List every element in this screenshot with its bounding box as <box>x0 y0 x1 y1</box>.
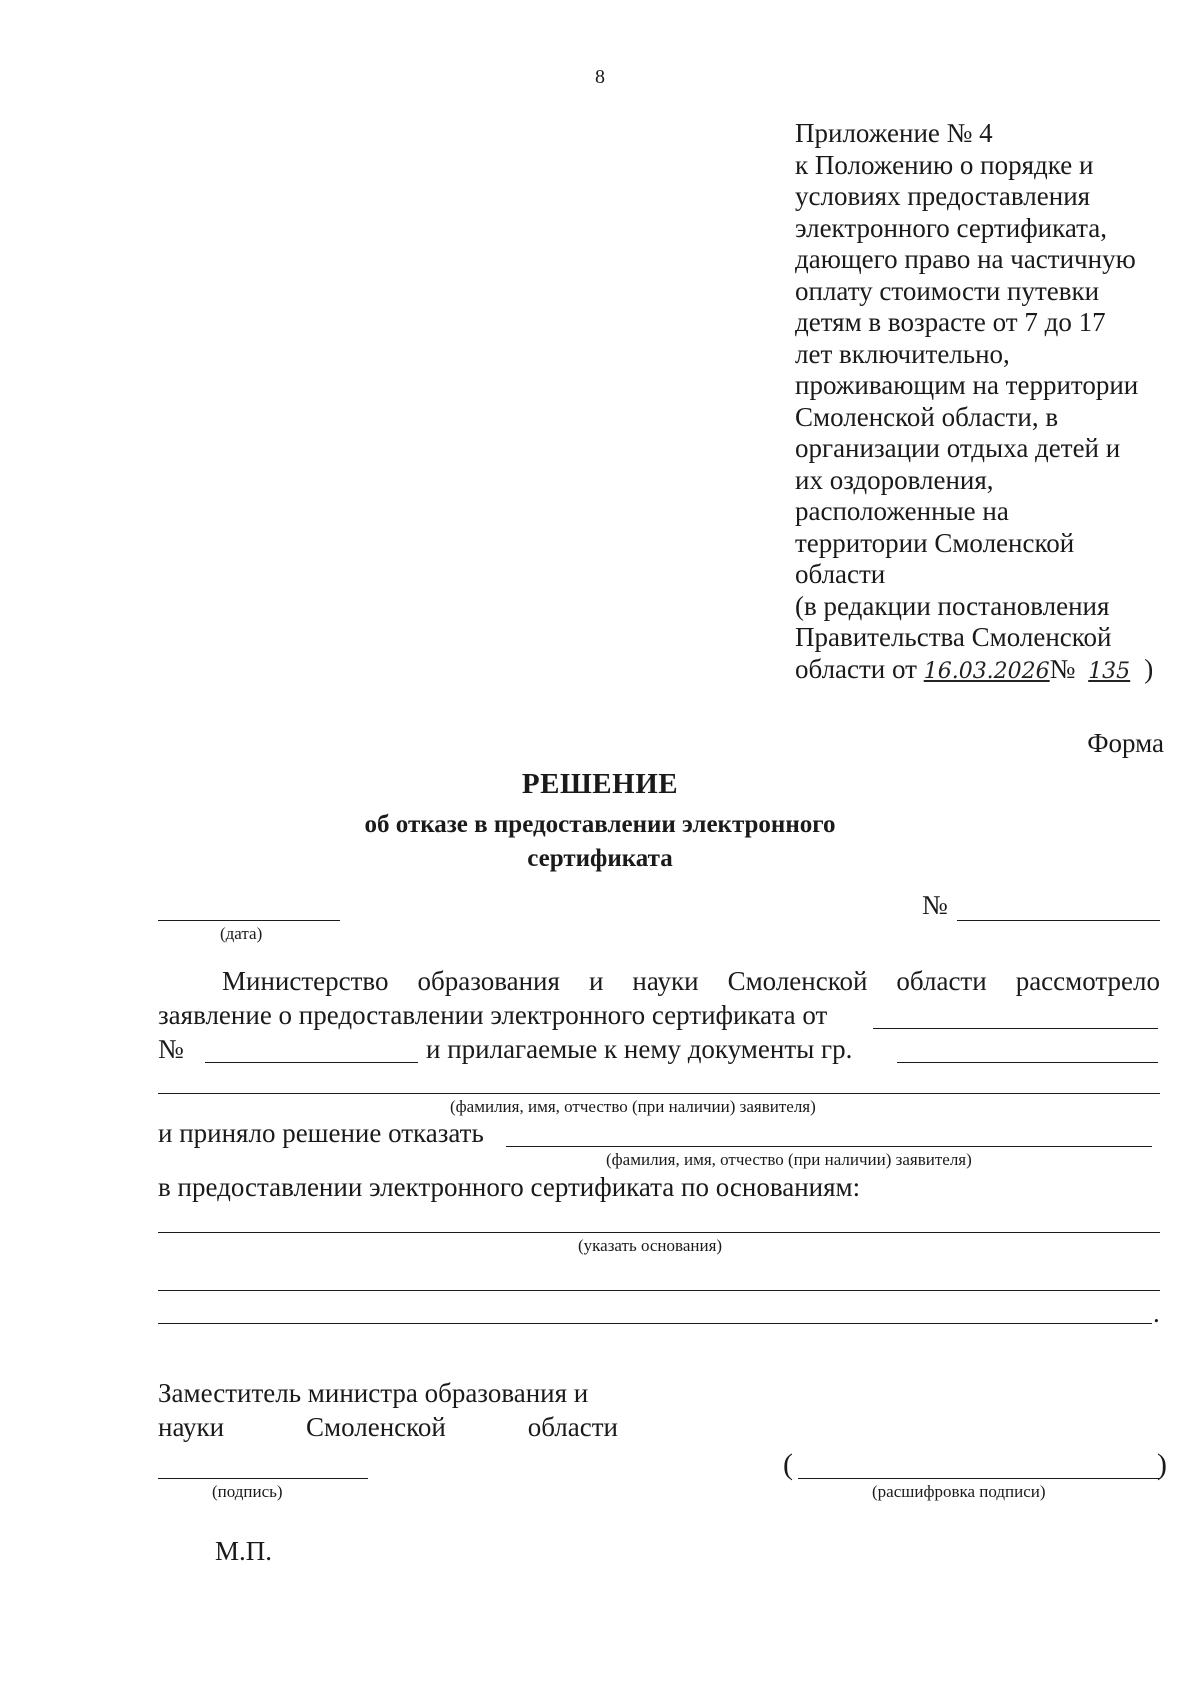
appendix-line: дающего право на частичную <box>795 244 1136 274</box>
paragraph-line2: заявление о предоставлении электронного сертификата от <box>158 1000 828 1030</box>
appendix-line: электронного сертификата, <box>795 212 1107 243</box>
end-period: . <box>1153 1298 1160 1328</box>
signer-position-word: области <box>527 1412 618 1442</box>
paragraph-word: области <box>896 966 987 996</box>
appendix-line: Приложение № 4 <box>795 118 993 148</box>
appendix-line: лет включительно, <box>795 338 1010 369</box>
paragraph-line3-prefix: № <box>158 1034 184 1064</box>
paragraph-word: науки <box>632 966 699 996</box>
paragraph-word: образования <box>417 966 560 996</box>
handwritten-number: 135 <box>1088 658 1131 684</box>
appendix-closing: ) <box>1144 653 1154 684</box>
grounds-input-line3[interactable] <box>158 1323 1152 1324</box>
appendix-line: Правительства Смоленской <box>795 622 1112 652</box>
decryption-caption: (расшифровка подписи) <box>872 1482 1046 1501</box>
appendix-line: территории Смоленской <box>795 527 1075 558</box>
signature-line[interactable] <box>158 1478 368 1479</box>
decision-caption: (фамилия, имя, отчество (при наличии) заявителя) <box>606 1150 972 1169</box>
applicant-caption: (фамилия, имя, отчество (при наличии) заявителя) <box>450 1097 816 1116</box>
paragraph-line1 <box>222 966 1160 997</box>
document-subtitle-line2: сертификата <box>527 845 673 872</box>
applicant-name-line-start[interactable] <box>897 1062 1158 1063</box>
decryption-line[interactable] <box>798 1478 1160 1479</box>
appendix-line: (в редакции постановления <box>795 590 1110 621</box>
paragraph-line3-mid: и прилагаемые к нему документы гр. <box>426 1034 853 1064</box>
document-subtitle-line1: об отказе в предоставлении электронного <box>364 811 836 838</box>
refused-person-line[interactable] <box>506 1146 1152 1147</box>
appendix-line: Смоленской области, в <box>795 401 1059 432</box>
signature-caption: (подпись) <box>212 1482 283 1501</box>
signer-position-word: Смоленской <box>306 1412 446 1442</box>
decision-prefix: и приняло решение отказать <box>158 1118 484 1148</box>
paragraph-word: Смоленской <box>727 966 868 996</box>
stamp-placeholder: М.П. <box>215 1536 273 1566</box>
number-field-line[interactable] <box>957 920 1160 921</box>
form-label: Форма <box>1087 728 1164 758</box>
grounds-caption: (указать основания) <box>578 1236 723 1255</box>
appendix-line: их оздоровления, <box>795 464 994 495</box>
paragraph-word: Министерство <box>222 966 389 996</box>
appendix-line: организации отдыха детей и <box>795 433 1121 463</box>
date-caption: (дата) <box>220 924 263 943</box>
appendix-line: расположенные на <box>795 496 1009 526</box>
paragraph-word: рассмотрело <box>1015 966 1160 996</box>
appendix-line: к Положению о порядке и <box>795 149 1094 180</box>
applicant-name-line[interactable] <box>158 1093 1160 1094</box>
handwritten-date: 16.03.2026 <box>923 658 1050 684</box>
decryption-open-paren: ( <box>783 1448 793 1481</box>
appendix-line: детям в возрасте от 7 до 17 <box>795 307 1106 337</box>
signer-position-line1: Заместитель министра образования и <box>158 1378 589 1408</box>
grounds-input-line2[interactable] <box>158 1290 1160 1291</box>
grounds-line: в предоставлении электронного сертификата по основаниям: <box>158 1172 861 1202</box>
grounds-input-line1[interactable] <box>158 1232 1160 1233</box>
application-date-line[interactable] <box>873 1028 1158 1029</box>
date-field-line[interactable] <box>158 920 340 921</box>
paragraph-word: и <box>588 966 604 996</box>
decryption-close-paren: ) <box>1157 1448 1167 1481</box>
page-number: 8 <box>595 66 605 88</box>
appendix-number-label: № <box>1049 653 1083 684</box>
appendix-lines <box>795 118 1185 654</box>
appendix-line: оплату стоимости путевки <box>795 275 1100 306</box>
signer-position-line2 <box>158 1412 618 1443</box>
appendix-line: области <box>795 559 886 589</box>
appendix-last-line <box>795 654 1185 688</box>
number-label: № <box>922 890 948 920</box>
signer-position-word: науки <box>158 1412 225 1442</box>
appendix-line: проживающим на территории <box>795 370 1139 400</box>
appendix-block <box>795 118 1185 687</box>
document-title: РЕШЕНИЕ <box>521 768 679 800</box>
appendix-last-prefix: области от <box>795 653 924 684</box>
appendix-line: условиях предоставления <box>795 181 1091 211</box>
application-number-line[interactable] <box>205 1062 418 1063</box>
